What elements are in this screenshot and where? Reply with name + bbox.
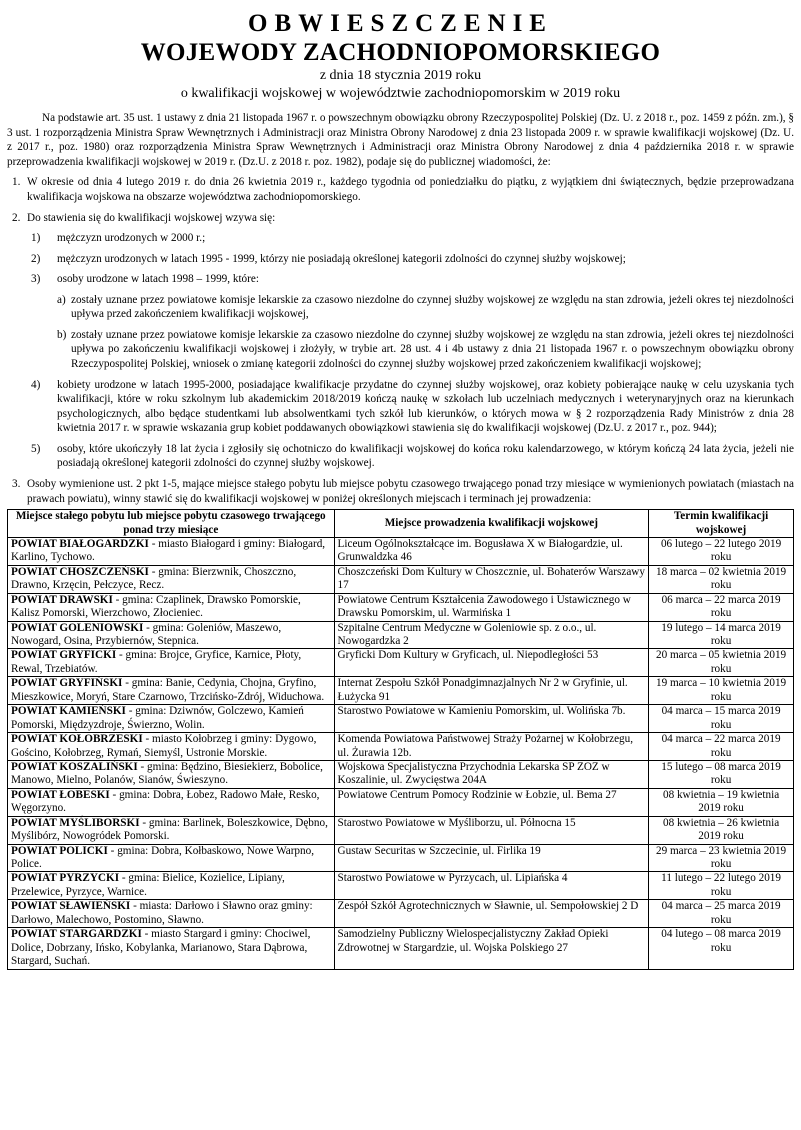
table-row [8, 900, 794, 928]
qualification-term-cell: 08 kwietnia – 26 kwietnia 2019 roku [649, 816, 794, 844]
qualification-term-cell: 11 lutego – 22 lutego 2019 roku [649, 872, 794, 900]
document-title: OBWIESZCZENIE [248, 10, 553, 37]
qualification-term-cell: 06 lutego – 22 lutego 2019 roku [649, 537, 794, 565]
subpoint-3a [7, 293, 794, 322]
gminy-list: - gmina: Będzino, Biesiekierz, Bobolice, Manowo, Mielno, Polanów, Sianów, Świeszyno. [11, 760, 323, 787]
residence-cell [8, 733, 335, 761]
residence-cell [8, 872, 335, 900]
gminy-list: - miasto Białogard i gminy: Białogard, Karlino, Tychowo. [11, 537, 326, 564]
qualification-location-cell: Starostwo Powiatowe w Kamieniu Pomorskim, ul. Wolińska 7b. [334, 705, 649, 733]
subpoint-text: osoby urodzone w latach 1998 – 1999, które: [57, 273, 259, 286]
qualification-location-cell: Internat Zespołu Szkół Ponadgimnazjalnych Nr 2 w Gryfinie, ul. Łużycka 91 [334, 677, 649, 705]
qualification-location-cell: Starostwo Powiatowe w Myśliborzu, ul. Północna 15 [334, 816, 649, 844]
subpoint-text: mężczyzn urodzonych w latach 1995 - 1999, którzy nie posiadają określonej kategorii zdolności do czynnej służby wojskowej; [57, 252, 626, 265]
residence-cell [8, 844, 335, 872]
qualification-location-cell: Szpitalne Centrum Medyczne w Goleniowie sp. z o.o., ul. Nowogardzka 2 [334, 621, 649, 649]
qualification-location-cell: Starostwo Powiatowe w Pyrzycach, ul. Lipiańska 4 [334, 872, 649, 900]
powiat-name: POWIAT GRYFICKI [11, 649, 117, 662]
table-body [8, 537, 794, 969]
gminy-list: - miasto Kołobrzeg i gminy: Dygowo, Gościno, Kołobrzeg, Rymań, Siemyśl, Ustronie Morskie. [11, 733, 317, 759]
qualification-location-cell: Powiatowe Centrum Kształcenia Zawodowego i Ustawicznego w Drawsku Pomorskim, ul. Warmińska 1 [334, 593, 649, 621]
powiat-name: POWIAT KOŁOBRZESKI [11, 733, 143, 746]
powiat-name: POWIAT KOSZALIŃSKI [11, 760, 138, 773]
table-row [8, 733, 794, 761]
qualification-term-cell: 20 marca – 05 kwietnia 2019 roku [649, 649, 794, 677]
residence-cell [8, 816, 335, 844]
point-text: W okresie od dnia 4 lutego 2019 r. do dnia 26 kwietnia 2019 r., każdego tygodnia od poniedziałku do piątku, z wyjątkiem dni świątecznych, będzie przeprowadzana kwalifikacja wojskowa na obszarze województwa zachodniopomorskiego. [27, 176, 794, 203]
table-row [8, 760, 794, 788]
point-2 [7, 211, 794, 226]
table-header-row [8, 510, 794, 538]
residence-cell [8, 900, 335, 928]
point-number: 2. [12, 211, 21, 224]
document-date: z dnia 18 stycznia 2019 roku [319, 67, 482, 83]
point-1 [7, 175, 794, 204]
letter-text: zostały uznane przez powiatowe komisje lekarskie za czasowo niezdolne do czynnej służby wojskowej ze względu na stan zdrowia, jeżeli okres tej niezdolności upływa po zakończeniu kwalifikacji wojskowej i złożyły, w trybie art. 28 ust. 4 i 4b ustawy z dnia 21 listopada 1967 r. o powszechnym obowiązku obrony Rzeczypospolitej Polskiej, wniosek o zmianę kategorii zdolności do czynnej służby wojskowej przed zakończeniem kwalifikacji wojskowej; [71, 328, 794, 370]
qualification-term-cell: 08 kwietnia – 19 kwietnia 2019 roku [649, 788, 794, 816]
qualification-schedule-table [7, 509, 794, 969]
qualification-term-cell: 04 marca – 22 marca 2019 roku [649, 733, 794, 761]
powiat-name: POWIAT MYŚLIBORSKI [11, 816, 140, 829]
table-row [8, 816, 794, 844]
subpoint-2 [7, 252, 794, 267]
residence-cell [8, 621, 335, 649]
qualification-location-cell: Zespół Szkół Agrotechnicznych w Sławnie, ul. Sempołowskiej 2 D [334, 900, 649, 928]
subpoint-text: osoby, które ukończyły 18 lat życia i zgłosiły się ochotniczo do kwalifikacji wojskowej do końca roku kalendarzowego, w którym kończą 24 lata życia, jeżeli nie posiadają określonej kategorii zdolności do czynnej służby wojskowej. [57, 442, 794, 470]
residence-cell [8, 788, 335, 816]
powiat-name: POWIAT DRAWSKI [11, 593, 113, 606]
issuing-authority: WOJEWODY ZACHODNIOPOMORSKIEGO [140, 38, 661, 66]
powiat-name: POWIAT BIAŁOGARDZKI [11, 537, 149, 550]
gminy-list: - gmina: Barlinek, Boleszkowice, Dębno, Myślibórz, Nowogródek Pomorski. [11, 816, 328, 843]
qualification-term-cell: 29 marca – 23 kwietnia 2019 roku [649, 844, 794, 872]
table-row [8, 621, 794, 649]
qualification-term-cell: 19 marca – 10 kwietnia 2019 roku [649, 677, 794, 705]
point-number: 1. [12, 176, 21, 189]
qualification-term-cell: 19 lutego – 14 marca 2019 roku [649, 621, 794, 649]
powiat-name: POWIAT ŁOBESKI [11, 788, 110, 801]
subpoint-number: 3) [31, 273, 41, 286]
residence-cell [8, 537, 335, 565]
residence-cell [8, 565, 335, 593]
qualification-location-cell: Komenda Powiatowa Państwowej Straży Pożarnej w Kołobrzegu, ul. Żurawia 12b. [334, 733, 649, 761]
table-row [8, 649, 794, 677]
table-row [8, 537, 794, 565]
point-text: Osoby wymienione ust. 2 pkt 1-5, mające miejsce stałego pobytu lub miejsce pobytu czasowego trwającego ponad trzy miesiące w wymienionych powiatach (miastach na prawach powiatu), winny stawić się do kwalifikacji wojskowej w poniżej określonych miejscach i terminach jej prowadzenia: [27, 477, 794, 505]
gminy-list: - gmina: Dobra, Kołbaskowo, Nowe Warpno, Police. [11, 844, 315, 870]
powiat-name: POWIAT POLICKI [11, 844, 108, 857]
gminy-list: - miasto Stargard i gminy: Chociwel, Dolice, Dobrzany, Ińsko, Kobylanka, Marianowo, Stara Dąbrowa, Stargard, Suchań. [11, 928, 311, 968]
letter-text: zostały uznane przez powiatowe komisje lekarskie za czasowo niezdolne do czynnej służby wojskowej ze względu na stan zdrowia, jeżeli okres tej niezdolności upływa przed zakończeniem kwalifikacji wojskowej, [71, 293, 794, 321]
letter-number: b) [57, 328, 67, 341]
table-row [8, 788, 794, 816]
powiat-name: POWIAT GRYFIŃSKI [11, 677, 123, 690]
qualification-term-cell: 18 marca – 02 kwietnia 2019 roku [649, 565, 794, 593]
residence-cell [8, 677, 335, 705]
table-row [8, 844, 794, 872]
gminy-list: - gmina: Banie, Cedynia, Chojna, Gryfino, Mieszkowice, Moryń, Stare Czarnowo, Trzcińsko-Zdrój, Widuchowa. [11, 677, 325, 703]
subpoint-1 [7, 231, 794, 246]
table-row [8, 565, 794, 593]
subpoint-number: 2) [31, 252, 41, 265]
subpoint-text: mężczyzn urodzonych w 2000 r.; [57, 232, 206, 245]
subpoint-number: 5) [31, 442, 41, 455]
qualification-term-cell: 15 lutego – 08 marca 2019 roku [649, 760, 794, 788]
subpoint-5 [7, 442, 794, 471]
header-term: Termin kwalifikacji wojskowej [649, 510, 794, 538]
qualification-location-cell: Wojskowa Specjalistyczna Przychodnia Lekarska SP ZOZ w Koszalinie, ul. Zwycięstwa 204A [334, 760, 649, 788]
gminy-list: - gmina: Dobra, Łobez, Radowo Małe, Resko, Węgorzyno. [11, 788, 320, 815]
powiat-name: POWIAT GOLENIOWSKI [11, 621, 144, 634]
qualification-location-cell: Choszczeński Dom Kultury w Choszcznie, ul. Bohaterów Warszawy 17 [334, 565, 649, 593]
subpoint-3b [7, 328, 794, 372]
letter-number: a) [57, 293, 66, 306]
residence-cell [8, 928, 335, 969]
table-row [8, 928, 794, 969]
subpoint-number: 1) [31, 232, 41, 245]
gminy-list: - gmina: Bielice, Kozielice, Lipiany, Przelewice, Pyrzyce, Warnice. [11, 872, 285, 898]
table-row [8, 705, 794, 733]
subpoint-text: kobiety urodzone w latach 1995-2000, posiadające kwalifikacje przydatne do czynnej służby wojskowej, oraz kobiety pobierające naukę w celu uzyskania tych kwalifikacji, które w roku szkolnym lub akademickim 2018/2019 kończą naukę w szkołach lub uczelniach medycznych i weterynaryjnych oraz na kierunkach psychologicznych, albo będące studentkami lub absolwentkami tych szkół lub kierunków, o których mowa w § 2 rozporządzenia Rady Ministrów z dnia 28 kwietnia 2017 r. w sprawie wskazania grup kobiet poddawanych obowiązkowi stawienia się do kwalifikacji wojskowej (Dz.U. z 2017 r., poz. 944); [57, 378, 794, 435]
gminy-list: - gmina: Goleniów, Maszewo, Nowogard, Osina, Przybiernów, Stepnica. [11, 621, 282, 647]
qualification-location-cell: Samodzielny Publiczny Wielospecjalistyczny Zakład Opieki Zdrowotnej w Stargardzie, ul. Wojska Polskiego 27 [334, 928, 649, 969]
gminy-list: - gmina: Dziwnów, Golczewo, Kamień Pomorski, Międzyzdroje, Świerzno, Wolin. [11, 705, 304, 731]
powiat-name: POWIAT PYRZYCKI [11, 872, 120, 885]
powiat-name: POWIAT CHOSZCZEŃSKI [11, 565, 149, 578]
subpoint-3 [7, 272, 794, 287]
powiat-name: POWIAT STARGARDZKI [11, 928, 142, 941]
residence-cell [8, 705, 335, 733]
point-text: Do stawienia się do kwalifikacji wojskowej wzywa się: [27, 211, 276, 224]
subpoint-number: 4) [31, 378, 41, 391]
residence-cell [8, 649, 335, 677]
qualification-term-cell: 04 marca – 25 marca 2019 roku [649, 900, 794, 928]
qualification-term-cell: 06 marca – 22 marca 2019 roku [649, 593, 794, 621]
powiat-name: POWIAT KAMIEŃSKI [11, 705, 126, 718]
table-row [8, 872, 794, 900]
header-location: Miejsce prowadzenia kwalifikacji wojskowej [334, 510, 649, 538]
qualification-term-cell: 04 lutego – 08 marca 2019 roku [649, 928, 794, 969]
qualification-location-cell: Powiatowe Centrum Pomocy Rodzinie w Łobzie, ul. Bema 27 [334, 788, 649, 816]
subpoint-4 [7, 378, 794, 436]
table-row [8, 593, 794, 621]
powiat-name: POWIAT SŁAWIEŃSKI [11, 900, 131, 913]
header-residence: Miejsce stałego pobytu lub miejsce pobytu czasowego trwającego ponad trzy miesiące [8, 510, 335, 538]
qualification-location-cell: Gryficki Dom Kultury w Gryficach, ul. Niepodległości 53 [334, 649, 649, 677]
table-row [8, 677, 794, 705]
point-3 [7, 477, 794, 506]
gminy-list: - gmina: Bierzwnik, Choszczno, Drawno, Krzęcin, Pełczyce, Recz. [11, 565, 297, 592]
qualification-term-cell: 04 marca – 15 marca 2019 roku [649, 705, 794, 733]
residence-cell [8, 593, 335, 621]
gminy-list: - gmina: Brojce, Gryfice, Karnice, Płoty, Rewal, Trzebiatów. [11, 649, 302, 675]
qualification-location-cell: Gustaw Securitas w Szczecinie, ul. Firlika 19 [334, 844, 649, 872]
legal-basis-paragraph: Na podstawie art. 35 ust. 1 ustawy z dnia 21 listopada 1967 r. o powszechnym obowiązku obrony Rzeczypospolitej Polskiej (Dz. U. z 2018 r., poz. 1459 z późn. zm.), § 3 ust. 1 rozporządzenia Ministra Spraw Wewnętrznych i Administracji oraz Ministra Obrony Narodowej z dnia 23 listopada 2009 r. w sprawie kwalifikacji wojskowej (Dz. U. z 2017 r., poz. 1980) oraz rozporządzenia Ministra Spraw Wewnętrznych i Administracji oraz Ministra Obrony Narodowej z dnia 4 października 2018 r. w sprawie przeprowadzenia kwalifikacji wojskowej w 2019 r. (Dz.U. z 2018 r. poz. 1982), podaje się do publicznej wiadomości, że: [7, 112, 794, 168]
gminy-list: - gmina: Czaplinek, Drawsko Pomorskie, Kalisz Pomorski, Wierzchowo, Złocieniec. [11, 593, 301, 620]
qualification-location-cell: Liceum Ogólnokształcące im. Bogusława X w Białogardzie, ul. Grunwaldzka 46 [334, 537, 649, 565]
document-subject: o kwalifikacji wojskowej w województwie zachodniopomorskim w 2019 roku [180, 85, 621, 101]
gminy-list: - miasta: Darłowo i Sławno oraz gminy: Darłowo, Malechowo, Postomino, Sławno. [11, 900, 313, 926]
residence-cell [8, 760, 335, 788]
point-number: 3. [12, 477, 21, 490]
